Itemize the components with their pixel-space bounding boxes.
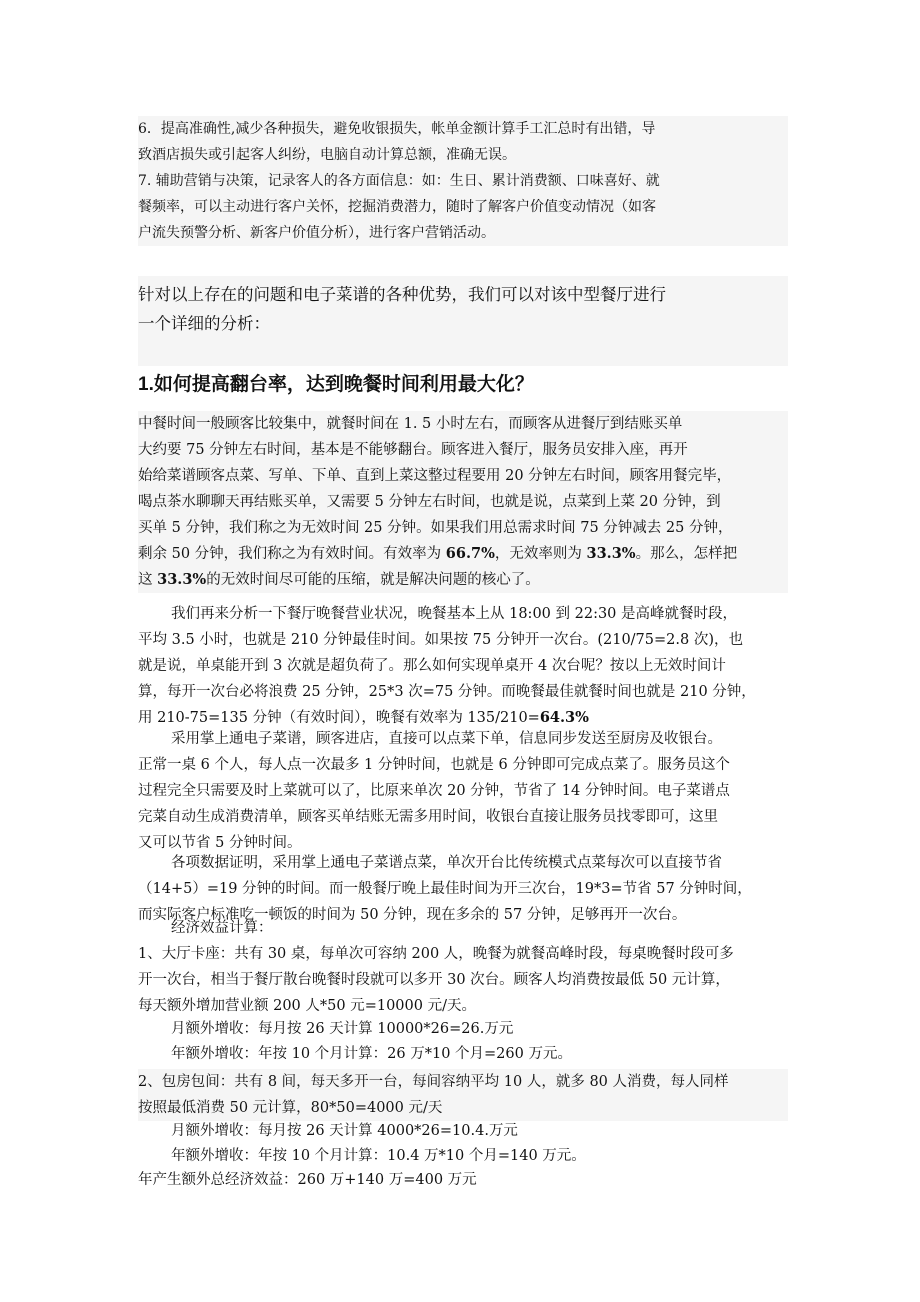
paragraph-lunch-analysis [138, 411, 788, 593]
text-line: 平均 3.5 小时，也就是 210 分钟最佳时间。如果按 75 分钟开一次台。(210/75=2.8 次)，也 [138, 632, 743, 648]
lead-paragraph [138, 276, 788, 366]
text-line: 我们再来分析一下餐厅晚餐营业状况，晚餐基本上从 18:00 到 22:30 是高峰就餐时段， [171, 606, 738, 622]
text-line: 月额外增收：每月按 26 天计算 10000*26=26.万元 [171, 1021, 514, 1037]
text-line: 完菜自动生成消费清单，顾客买单结账无需多用时间，收银台直接让服务员找零即可，这里 [138, 809, 718, 825]
text-line: 开一次台，相当于餐厅散台晚餐时段就可以多开 30 次台。顾客人均消费按最低 50 元计算， [138, 972, 730, 988]
text-line: 户流失预警分析、新客户价值分析），进行客户营销活动。 [138, 225, 495, 241]
text-line: 针对以上存在的问题和电子菜谱的各种优势，我们可以对该中型餐厅进行 [138, 285, 666, 304]
text-line: 年额外增收：年按 10 个月计算：10.4 万*10 个月=140 万元。 [171, 1148, 586, 1164]
invalid-rate: 33.3% [586, 545, 636, 562]
text-run: 这 [138, 572, 158, 588]
paragraph-dinner-analysis [138, 601, 788, 731]
room-yearly-income [138, 1143, 788, 1169]
text-line: 算，每开一次台必将浪费 25 分钟，25*3 次=75 分钟。而晚餐最佳就餐时间也就是 210 分钟， [138, 684, 756, 700]
text-line: 各项数据证明，采用掌上通电子菜谱点菜，单次开台比传统模式点菜每次可以直接节省 [171, 855, 722, 871]
text-line: 又可以节省 5 分钟时间。 [138, 835, 302, 851]
text-line: 大约要 75 分钟左右时间，基本是不能够翻台。顾客进入餐厅，服务员安排入座，再开 [138, 442, 688, 458]
text-run: 剩余 50 分钟，我们称之为有效时间。有效率为 [138, 546, 446, 562]
text-run: ，无效率则为 [494, 546, 587, 562]
text-line: 6．提高准确性,减少各种损失，避免收银损失，帐单金额计算手工汇总时有出错，导 [138, 121, 656, 137]
section-heading: 1.如何提高翻台率，达到晚餐时间利用最大化？ [138, 374, 534, 395]
dinner-valid-rate: 64.3% [539, 709, 589, 726]
text-line: （14+5）=19 分钟的时间。而一般餐厅晚上最佳时间为开三次台，19*3=节省 57 分钟时间， [138, 881, 752, 897]
text-run: 。那么，怎样把 [635, 546, 738, 562]
text-line: 经济效益计算： [171, 920, 273, 936]
text-line: 年产生额外总经济效益：260 万+140 万=400 万元 [138, 1172, 477, 1188]
text-line [138, 541, 788, 567]
text-line: 月额外增收：每月按 26 天计算 4000*26=10.4.万元 [171, 1123, 518, 1139]
text-line: 致酒店损失或引起客人纠纷，电脑自动计算总额，准确无误。 [138, 147, 516, 163]
room-monthly-income [138, 1118, 788, 1144]
econ-heading [138, 915, 788, 941]
text-line: 正常一桌 6 个人，每人点一次最多 1 分钟时间，也就是 6 分钟即可完成点菜了。服务员这个 [138, 757, 730, 773]
text-line: 喝点茶水聊聊天再结账买单，又需要 5 分钟左右时间，也就是说，点菜到上菜 20 分钟，到 [138, 494, 721, 510]
invalid-rate: 33.3% [157, 571, 207, 588]
text-run: 的无效时间尽可能的压缩，就是解决问题的核心了。 [206, 572, 540, 588]
paragraph-hall [138, 941, 788, 1019]
paragraph-point-7 [138, 168, 788, 246]
text-line: 年额外增收：年按 10 个月计算：26 万*10 个月=260 万元。 [171, 1046, 572, 1062]
text-line: 买单 5 分钟，我们称之为无效时间 25 分钟。如果我们用总需求时间 75 分钟减去 25 分钟， [138, 520, 733, 536]
text-line: 每天额外增加营业额 200 人*50 元=10000 元/天。 [138, 998, 476, 1014]
total-benefit [138, 1167, 788, 1193]
text-line [138, 567, 788, 593]
text-line: 2、包房包间：共有 8 间，每天多开一台，每间容纳平均 10 人，就多 80 人消费，每人同样 [138, 1074, 729, 1090]
text-line: 过程完全只需要及时上菜就可以了，比原来单次 20 分钟，节省了 14 分钟时间。电子菜谱点 [138, 783, 730, 799]
text-line: 而实际客户标准吃一顿饭的时间为 50 分钟，现在多余的 57 分钟，足够再开一次台。 [138, 907, 687, 923]
text-line: 7. 辅助营销与决策，记录客人的各方面信息：如：生日、累计消费额、口味喜好、就 [138, 173, 660, 189]
text-line: 采用掌上通电子菜谱，顾客进店，直接可以点菜下单，信息同步发送至厨房及收银台。 [171, 731, 722, 747]
paragraph-point-6 [138, 116, 788, 168]
hall-monthly-income [138, 1016, 788, 1042]
hall-yearly-income [138, 1041, 788, 1067]
text-line: 中餐时间一般顾客比较集中，就餐时间在 1. 5 小时左右，而顾客从进餐厅到结账买单 [138, 416, 683, 432]
text-run: 用 210-75=135 分钟（有效时间），晚餐有效率为 135/210= [138, 710, 540, 726]
paragraph-private-rooms [138, 1069, 788, 1121]
valid-rate: 66.7% [445, 545, 495, 562]
text-line: 就是说，单桌能开到 3 次就是超负荷了。那么如何实现单桌开 4 次台呢？按以上无效时间计 [138, 658, 726, 674]
text-line: 餐频率，可以主动进行客户关怀，挖掘消费潜力，随时了解客户价值变动情况（如客 [138, 199, 656, 215]
text-line: 一个详细的分析： [138, 314, 270, 333]
paragraph-electronic-menu [138, 726, 788, 856]
text-line: 始给菜谱顾客点菜、写单、下单、直到上菜这整过程要用 20 分钟左右时间，顾客用餐完毕， [138, 468, 732, 484]
text-line: 1、大厅卡座：共有 30 桌，每单次可容纳 200 人，晚餐为就餐高峰时段，每桌晚餐时段可多 [138, 946, 734, 962]
text-line: 按照最低消费 50 元计算，80*50=4000 元/天 [138, 1100, 443, 1116]
